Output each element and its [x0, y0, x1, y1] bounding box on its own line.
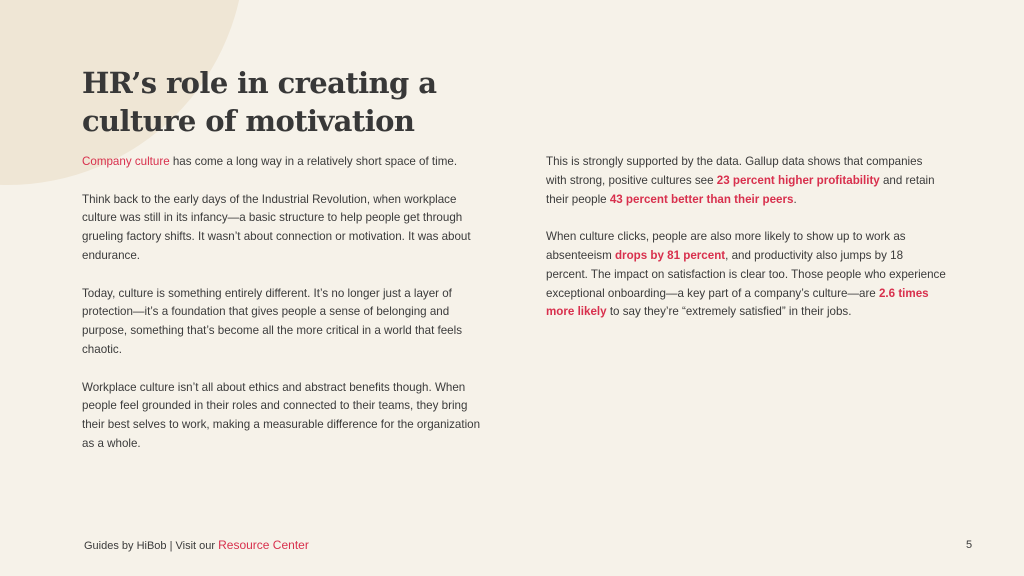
page-title: [82, 64, 436, 140]
paragraph-culture-today: Today, culture is something entirely different. It’s no longer just a layer of protection—it’s a foundation that gives people a sense of belonging and purpose, something that’s become all the more critical in a world that feels chaotic.: [82, 286, 462, 356]
paragraph-industrial-revolution: Think back to the early days of the Industrial Revolution, when workplace culture was still in its infancy—a basic structure to help people get through grueling factory shifts. It wasn’t about connection or motivation. It was about endurance.: [82, 192, 471, 262]
paragraph-text: When culture clicks, people are also more likely to show up to work as absenteeism: [546, 230, 906, 262]
paragraph-culture-clicks: [546, 228, 946, 322]
satisfaction-link[interactable]: 2.6 times more likely: [546, 286, 929, 319]
paragraph-text: to say they’re “extremely satisfied” in their jobs.: [606, 305, 852, 319]
paragraph-text: .: [793, 192, 797, 206]
company-culture-link[interactable]: Company culture: [82, 155, 170, 168]
resource-center-link[interactable]: Resource Center: [218, 538, 309, 552]
profitability-link[interactable]: 23 percent higher profitability: [716, 173, 880, 187]
paragraph-text: has come a long way in a relatively short space of time.: [169, 155, 458, 168]
right-column: [546, 153, 946, 341]
paragraph-workplace-culture: Workplace culture isn’t all about ethics and abstract benefits though. When people feel grounded in their roles and connected to their teams, they bring their best selves to work, making a measurable difference for the organization as a whole.: [82, 380, 481, 450]
paragraph-text: This is strongly supported by the data. Gallup data shows that companies with strong, positive cultures see: [546, 155, 923, 187]
title-line-1: HR’s role in creating a: [82, 66, 437, 100]
absenteeism-link[interactable]: drops by 81 percent: [614, 248, 726, 262]
left-column: [82, 153, 482, 473]
retention-link[interactable]: 43 percent better than their peers: [609, 192, 794, 206]
page-number: 5: [966, 539, 973, 551]
paragraph-gallup-data: [546, 153, 946, 209]
paragraph-text: , and productivity also jumps by 18 percent. The impact on satisfaction is clear too. Those people who experience exceptional onboarding—a key part of a company’s culture—are: [546, 248, 946, 300]
footer-text: Guides by HiBob | Visit our: [84, 540, 219, 552]
title-line-2: culture of motivation: [82, 104, 415, 138]
footer: [84, 538, 309, 553]
paragraph-company-culture: [82, 153, 482, 172]
paragraph-text: and retain their people: [546, 173, 935, 206]
